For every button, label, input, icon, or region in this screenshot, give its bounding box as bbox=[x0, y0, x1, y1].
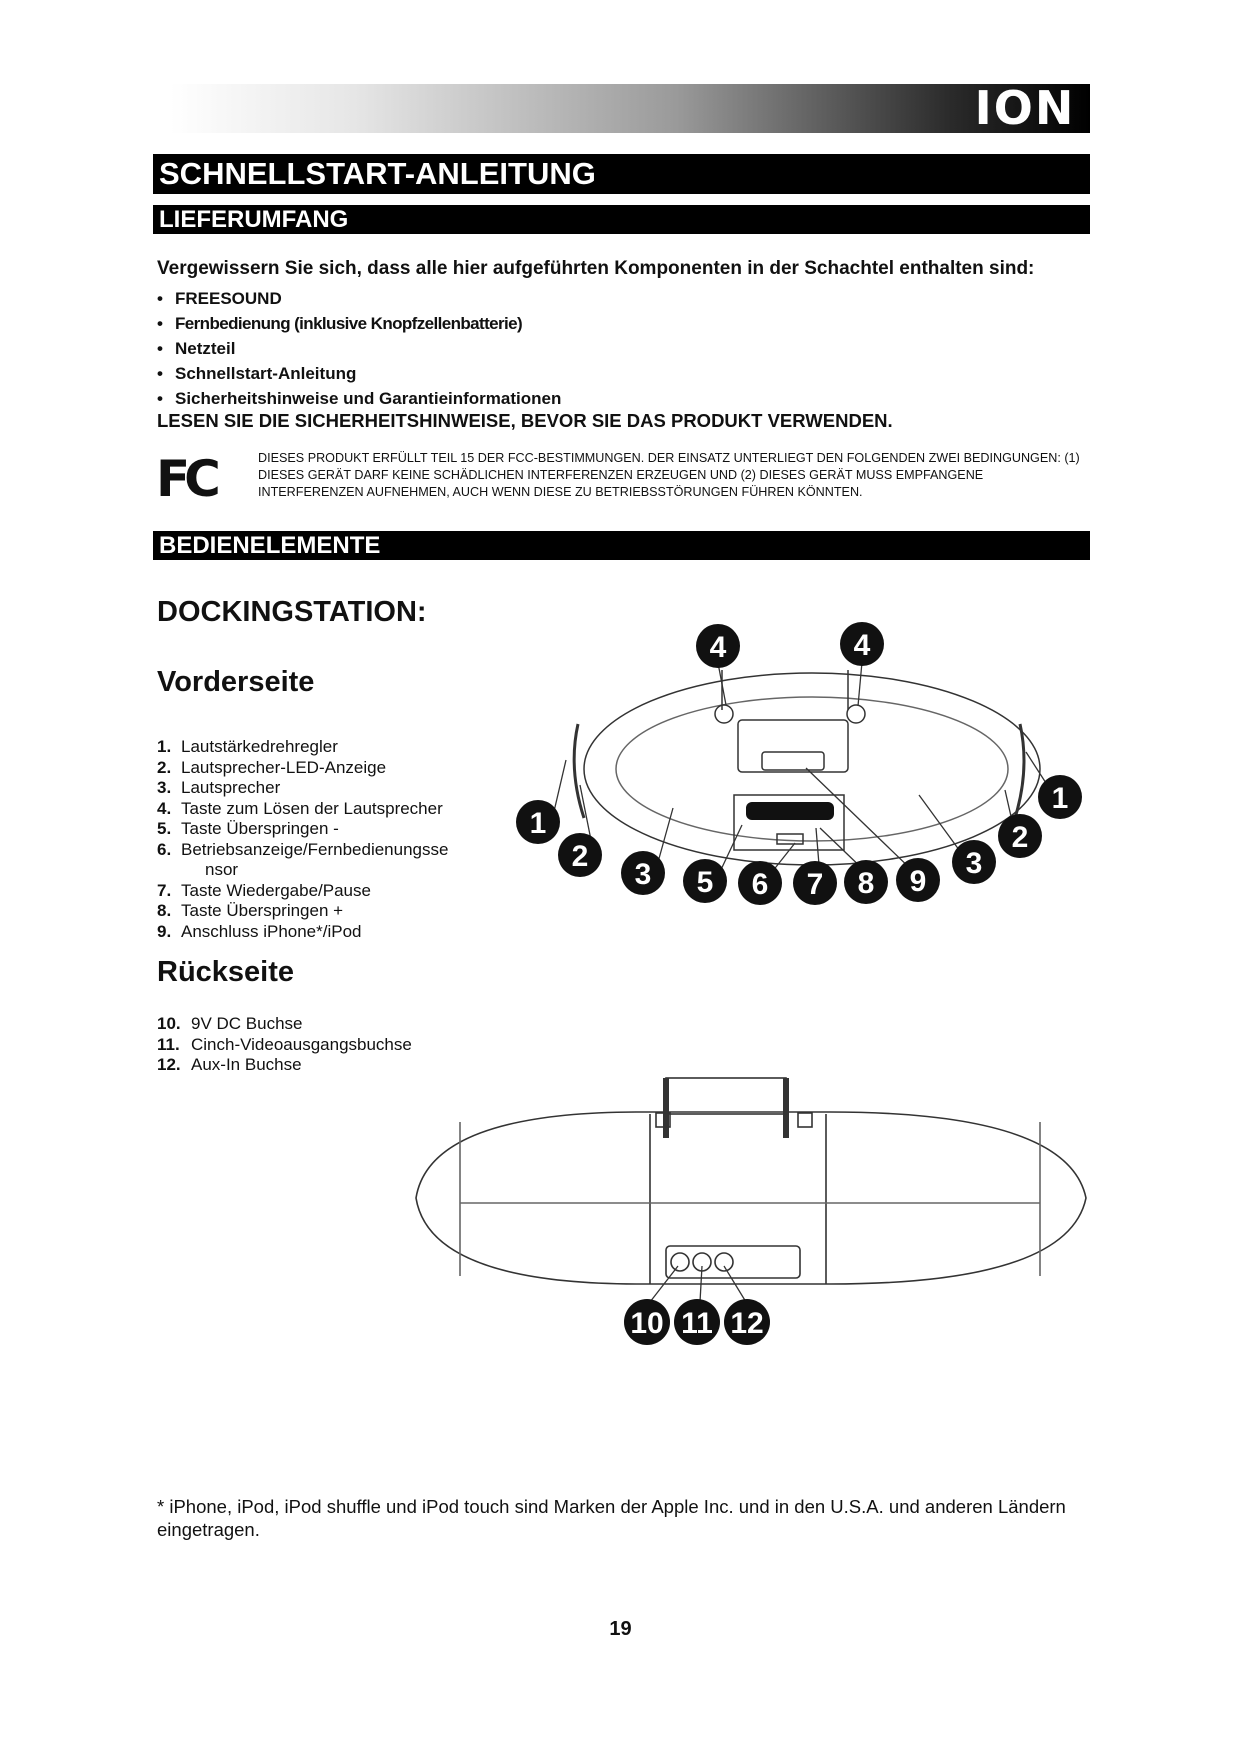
callout-marker bbox=[1038, 775, 1082, 819]
dc-jack bbox=[671, 1253, 689, 1271]
list-item: nsor bbox=[205, 860, 239, 879]
list-item: • Sicherheitshinweise und Garantieinformationen bbox=[157, 386, 561, 411]
callout-marker bbox=[896, 858, 940, 902]
dock-posts bbox=[666, 1078, 786, 1138]
dock-title: DOCKINGSTATION: bbox=[157, 596, 427, 628]
list-item: 8. Taste Überspringen + bbox=[157, 901, 344, 920]
callout-marker bbox=[516, 800, 560, 844]
callout-marker bbox=[724, 1299, 770, 1345]
callout-marker bbox=[621, 851, 665, 895]
back-body-outline bbox=[416, 1112, 1086, 1284]
svg-text:10: 10 bbox=[630, 1307, 664, 1340]
front-callouts bbox=[516, 622, 1082, 905]
list-item: 11. Cinch-Videoausgangsbuchse bbox=[157, 1034, 412, 1054]
dock-stand bbox=[666, 1078, 786, 1114]
svg-text:1: 1 bbox=[1051, 782, 1069, 815]
contents-intro: Vergewissern Sie sich, dass alle hier aufgeführten Komponenten in der Schachtel enthalten sind: bbox=[157, 258, 1035, 279]
post-foot-right bbox=[798, 1113, 812, 1127]
svg-text:9: 9 bbox=[909, 865, 927, 898]
led-sensor bbox=[777, 834, 803, 844]
svg-text:4: 4 bbox=[709, 631, 727, 664]
dock-body-outline bbox=[584, 673, 1040, 865]
svg-text:5: 5 bbox=[696, 866, 714, 899]
list-item: 3. Lautsprecher bbox=[157, 778, 281, 797]
list-item: • Schnellstart-Anleitung bbox=[157, 361, 561, 386]
list-item: 2. Lautsprecher-LED-Anzeige bbox=[157, 757, 387, 777]
callout-marker bbox=[738, 861, 782, 905]
svg-text:2: 2 bbox=[571, 840, 589, 873]
list-item: 7. Taste Wiedergabe/Pause bbox=[157, 880, 371, 900]
fcc-logo: FC bbox=[156, 450, 215, 508]
iphone-connector bbox=[762, 752, 824, 770]
list-item: 4. Taste zum Lösen der Lautsprecher bbox=[157, 798, 443, 818]
callout-marker bbox=[840, 622, 884, 666]
svg-text:3: 3 bbox=[965, 847, 983, 880]
list-item: • Fernbedienung (inklusive Knopfzellenbatterie) bbox=[157, 311, 561, 336]
callout-marker bbox=[952, 840, 996, 884]
fcc-statement: DIESES PRODUKT ERFÜLLT TEIL 15 DER FCC-BESTIMMUNGEN. DER EINSATZ UNTERLIEGT DEN FOLGENDEN ZWEI BEDINGUNGEN: (1) DIESES GERÄT DARF KEINE SCHÄDLICHEN INTERFERENZEN ERZEUGEN UND (2) DIESES GERÄT MUSS EMPFANGENE INTERFERENZEN AUFNEHMEN, AUCH WENN DIESE ZU BETRIEBSSTÖRUNGEN FÜHREN KÖNNTEN. bbox=[258, 451, 1080, 499]
ion-logo: ION bbox=[974, 81, 1076, 135]
list-item: 9. Anschluss iPhone*/iPod bbox=[157, 921, 362, 941]
page-number: 19 bbox=[609, 1618, 632, 1640]
svg-text:8: 8 bbox=[857, 867, 875, 900]
volume-knob-left bbox=[574, 724, 584, 818]
list-item: • FREESOUND bbox=[157, 286, 561, 311]
callout-marker bbox=[696, 624, 740, 668]
callout-marker bbox=[844, 860, 888, 904]
page-title: SCHNELLSTART-ANLEITUNG bbox=[153, 154, 1090, 194]
release-button-right bbox=[847, 705, 865, 723]
svg-text:6: 6 bbox=[751, 868, 769, 901]
display-strip bbox=[746, 802, 834, 820]
front-title: Vorderseite bbox=[157, 666, 315, 698]
svg-text:12: 12 bbox=[730, 1307, 764, 1340]
svg-text:2: 2 bbox=[1011, 821, 1029, 854]
release-slots bbox=[722, 670, 848, 710]
callout-marker bbox=[674, 1299, 720, 1345]
callout-marker bbox=[998, 814, 1042, 858]
safety-warning: LESEN SIE DIE SICHERHEITSHINWEISE, BEVOR SIE DAS PRODUKT VERWENDEN. bbox=[157, 410, 893, 431]
release-button-left bbox=[715, 705, 733, 723]
list-item: 5. Taste Überspringen - bbox=[157, 819, 339, 838]
section-heading-bedienelemente: BEDIENELEMENTE bbox=[153, 531, 1090, 560]
back-callouts bbox=[624, 1299, 770, 1345]
svg-text:11: 11 bbox=[681, 1307, 713, 1340]
list-item: 6. Betriebsanzeige/Fernbedienungsse bbox=[157, 839, 449, 859]
callout-marker bbox=[624, 1299, 670, 1345]
list-item: 10. 9V DC Buchse bbox=[157, 1014, 303, 1033]
callout-marker bbox=[683, 859, 727, 903]
volume-knob-right bbox=[1015, 724, 1024, 818]
end-caps bbox=[460, 1122, 1040, 1276]
list-item: 12. Aux-In Buchse bbox=[157, 1055, 302, 1074]
svg-text:4: 4 bbox=[853, 629, 871, 662]
callout-marker bbox=[558, 833, 602, 877]
list-item: 1. Lautstärkedrehregler bbox=[157, 737, 338, 756]
svg-text:7: 7 bbox=[806, 868, 824, 901]
dock-back-diagram bbox=[416, 1078, 1086, 1284]
list-item: • Netzteil bbox=[157, 336, 561, 361]
svg-text:3: 3 bbox=[634, 858, 652, 891]
trademark-footnote: * iPhone, iPod, iPod shuffle und iPod touch sind Marken der Apple Inc. und in den U.S.A. und anderen Ländern eingetragen. bbox=[157, 1496, 1066, 1540]
back-title: Rückseite bbox=[157, 956, 295, 988]
svg-text:1: 1 bbox=[529, 807, 547, 840]
dock-connector-housing bbox=[738, 720, 848, 772]
aux-jack bbox=[715, 1253, 733, 1271]
section-heading-lieferumfang: LIEFERUMFANG bbox=[153, 205, 1090, 234]
callout-marker bbox=[793, 861, 837, 905]
